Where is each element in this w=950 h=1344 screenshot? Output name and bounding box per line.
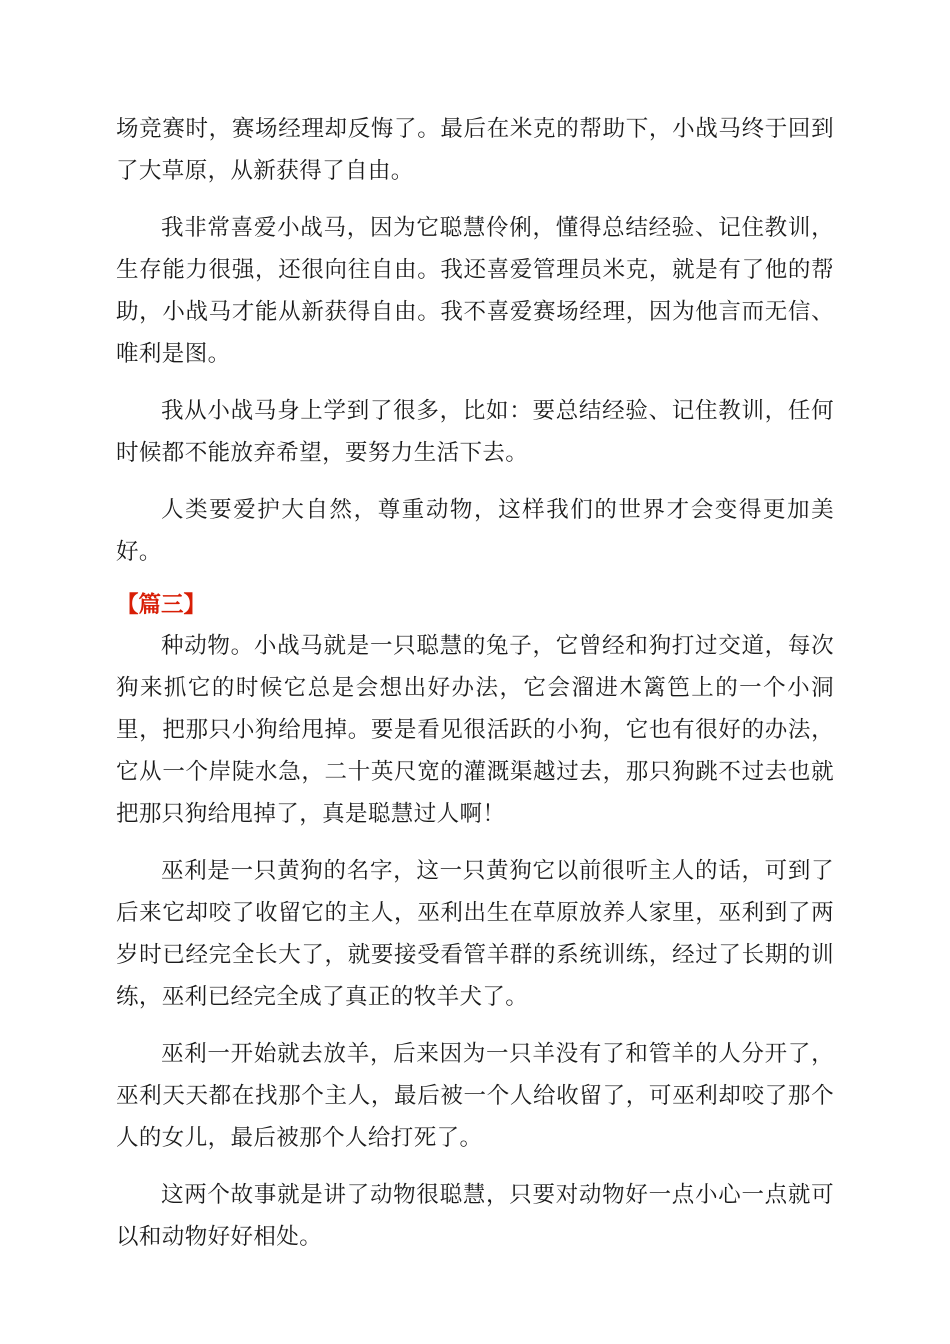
paragraph: 我非常喜爱小战马，因为它聪慧伶俐，懂得总结经验、记住教训，生存能力很强，还很向往自由。我还喜爱管理员米克，就是有了他的帮助，小战马才能从新获得自由。我不喜爱赛场经理，因为他言而无信、唯利是图。 xyxy=(116,215,834,367)
paragraph: 我从小战马身上学到了很多，比如：要总结经验、记住教训，任何时候都不能放弃希望，要努力生活下去。 xyxy=(116,398,834,466)
paragraph: 巫利一开始就去放羊，后来因为一只羊没有了和管羊的人分开了，巫利天天都在找那个主人，最后被一个人给收留了，可巫利却咬了那个人的女儿，最后被那个人给打死了。 xyxy=(116,1041,834,1151)
section-heading: 【篇三】 xyxy=(116,592,207,618)
document-body xyxy=(116,108,834,1258)
paragraph: 人类要爱护大自然，尊重动物，这样我们的世界才会变得更加美好。 xyxy=(116,497,834,565)
paragraph-continued: 场竞赛时，赛场经理却反悔了。最后在米克的帮助下，小战马终于回到了大草原，从新获得了自由。 xyxy=(116,116,834,184)
paragraph: 这两个故事就是讲了动物很聪慧，只要对动物好一点小心一点就可以和动物好好相处。 xyxy=(116,1182,834,1250)
paragraph: 巫利是一只黄狗的名字，这一只黄狗它以前很听主人的话，可到了后来它却咬了收留它的主人，巫利出生在草原放养人家里，巫利到了两岁时已经完全长大了，就要接受看管羊群的系统训练，经过了长期的训练，巫利已经完全成了真正的牧羊犬了。 xyxy=(116,858,834,1010)
paragraph: 种动物。小战马就是一只聪慧的兔子，它曾经和狗打过交道，每次狗来抓它的时候它总是会想出好办法，它会溜进木篱笆上的一个小洞里，把那只小狗给甩掉。要是看见很活跃的小狗，它也有很好的办法，它从一个岸陡水急，二十英尺宽的灌溉渠越过去，那只狗跳不过去也就把那只狗给甩掉了，真是聪慧过人啊！ xyxy=(116,633,834,827)
